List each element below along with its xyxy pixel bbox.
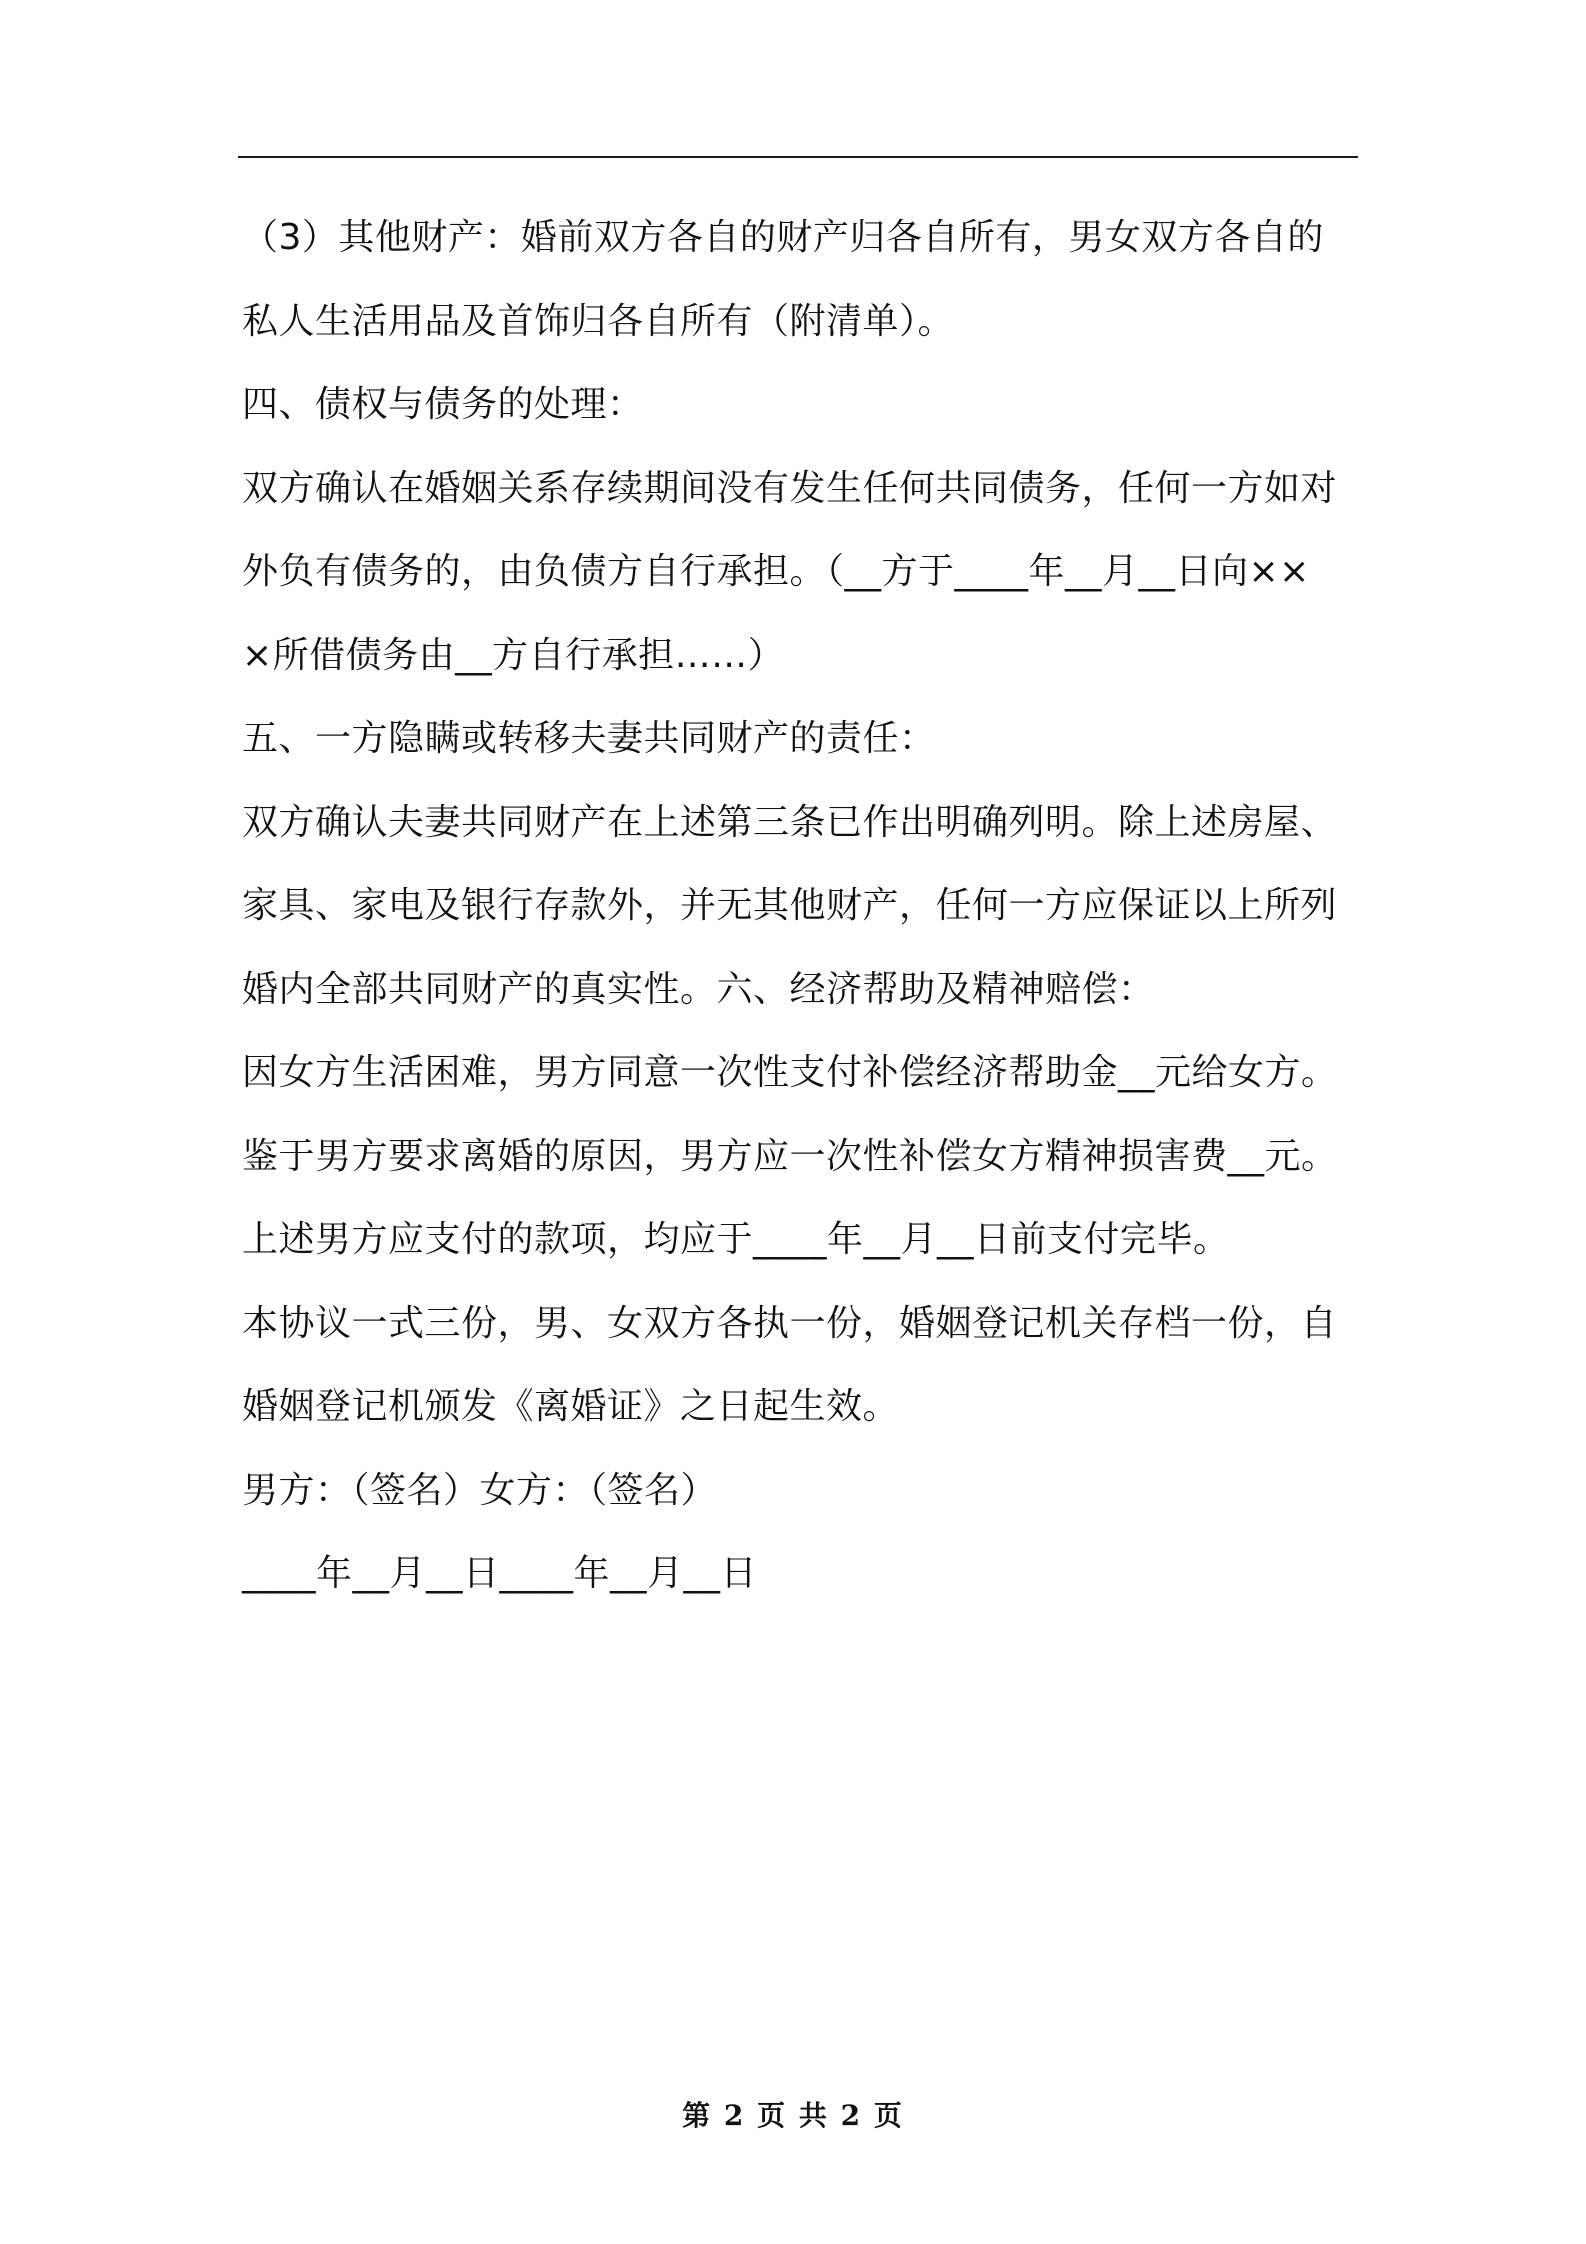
document-body [242,196,1362,1616]
section-heading: 四、债权与债务的处理： [242,384,644,425]
paragraph-line: 私人生活用品及首饰归各自所有（附清单）。 [242,300,955,342]
section-heading: 五、一方隐瞒或转移夫妻共同财产的责任： [242,718,936,759]
header-divider [238,156,1358,158]
paragraph-line: ×所借债务由__方自行承担……） [242,634,785,676]
signature-line: 男方：（签名）女方：（签名） [242,1469,718,1511]
paragraph-line: 本协议一式三份，男、女双方各执一份，婚姻登记机关存档一份，自 [242,1302,1338,1344]
paragraph-line: 家具、家电及银行存款外，并无其他财产，任何一方应保证以上所列 [242,885,1338,926]
paragraph-line: 婚姻登记机颁发《离婚证》之日起生效。 [242,1386,900,1427]
paragraph-line: 外负有债务的，由负债方自行承担。（__方于____年__月__日向×× [242,551,1310,592]
paragraph-line: （3）其他财产：婚前双方各自的财产归各自所有，男女双方各自的 [242,217,1324,258]
page-number: 第 2 页 共 2 页 [682,2099,904,2132]
paragraph-line: 上述男方应支付的款项，均应于____年__月__日前支付完毕。 [242,1219,1230,1260]
date-line: ____年__月__日____年__月__日 [242,1553,758,1594]
paragraph-line: 双方确认夫妻共同财产在上述第三条已作出明确列明。除上述房屋、 [242,801,1338,843]
paragraph-line: 婚内全部共同财产的真实性。六、经济帮助及精神赔偿： [242,968,1155,1010]
paragraph-line: 鉴于男方要求离婚的原因，男方应一次性补偿女方精神损害费__元。 [242,1135,1338,1177]
paragraph-line: 双方确认在婚姻关系存续期间没有发生任何共同债务，任何一方如对 [242,467,1338,509]
paragraph-line: 因女方生活困难，男方同意一次性支付补偿经济帮助金__元给女方。 [242,1052,1338,1093]
